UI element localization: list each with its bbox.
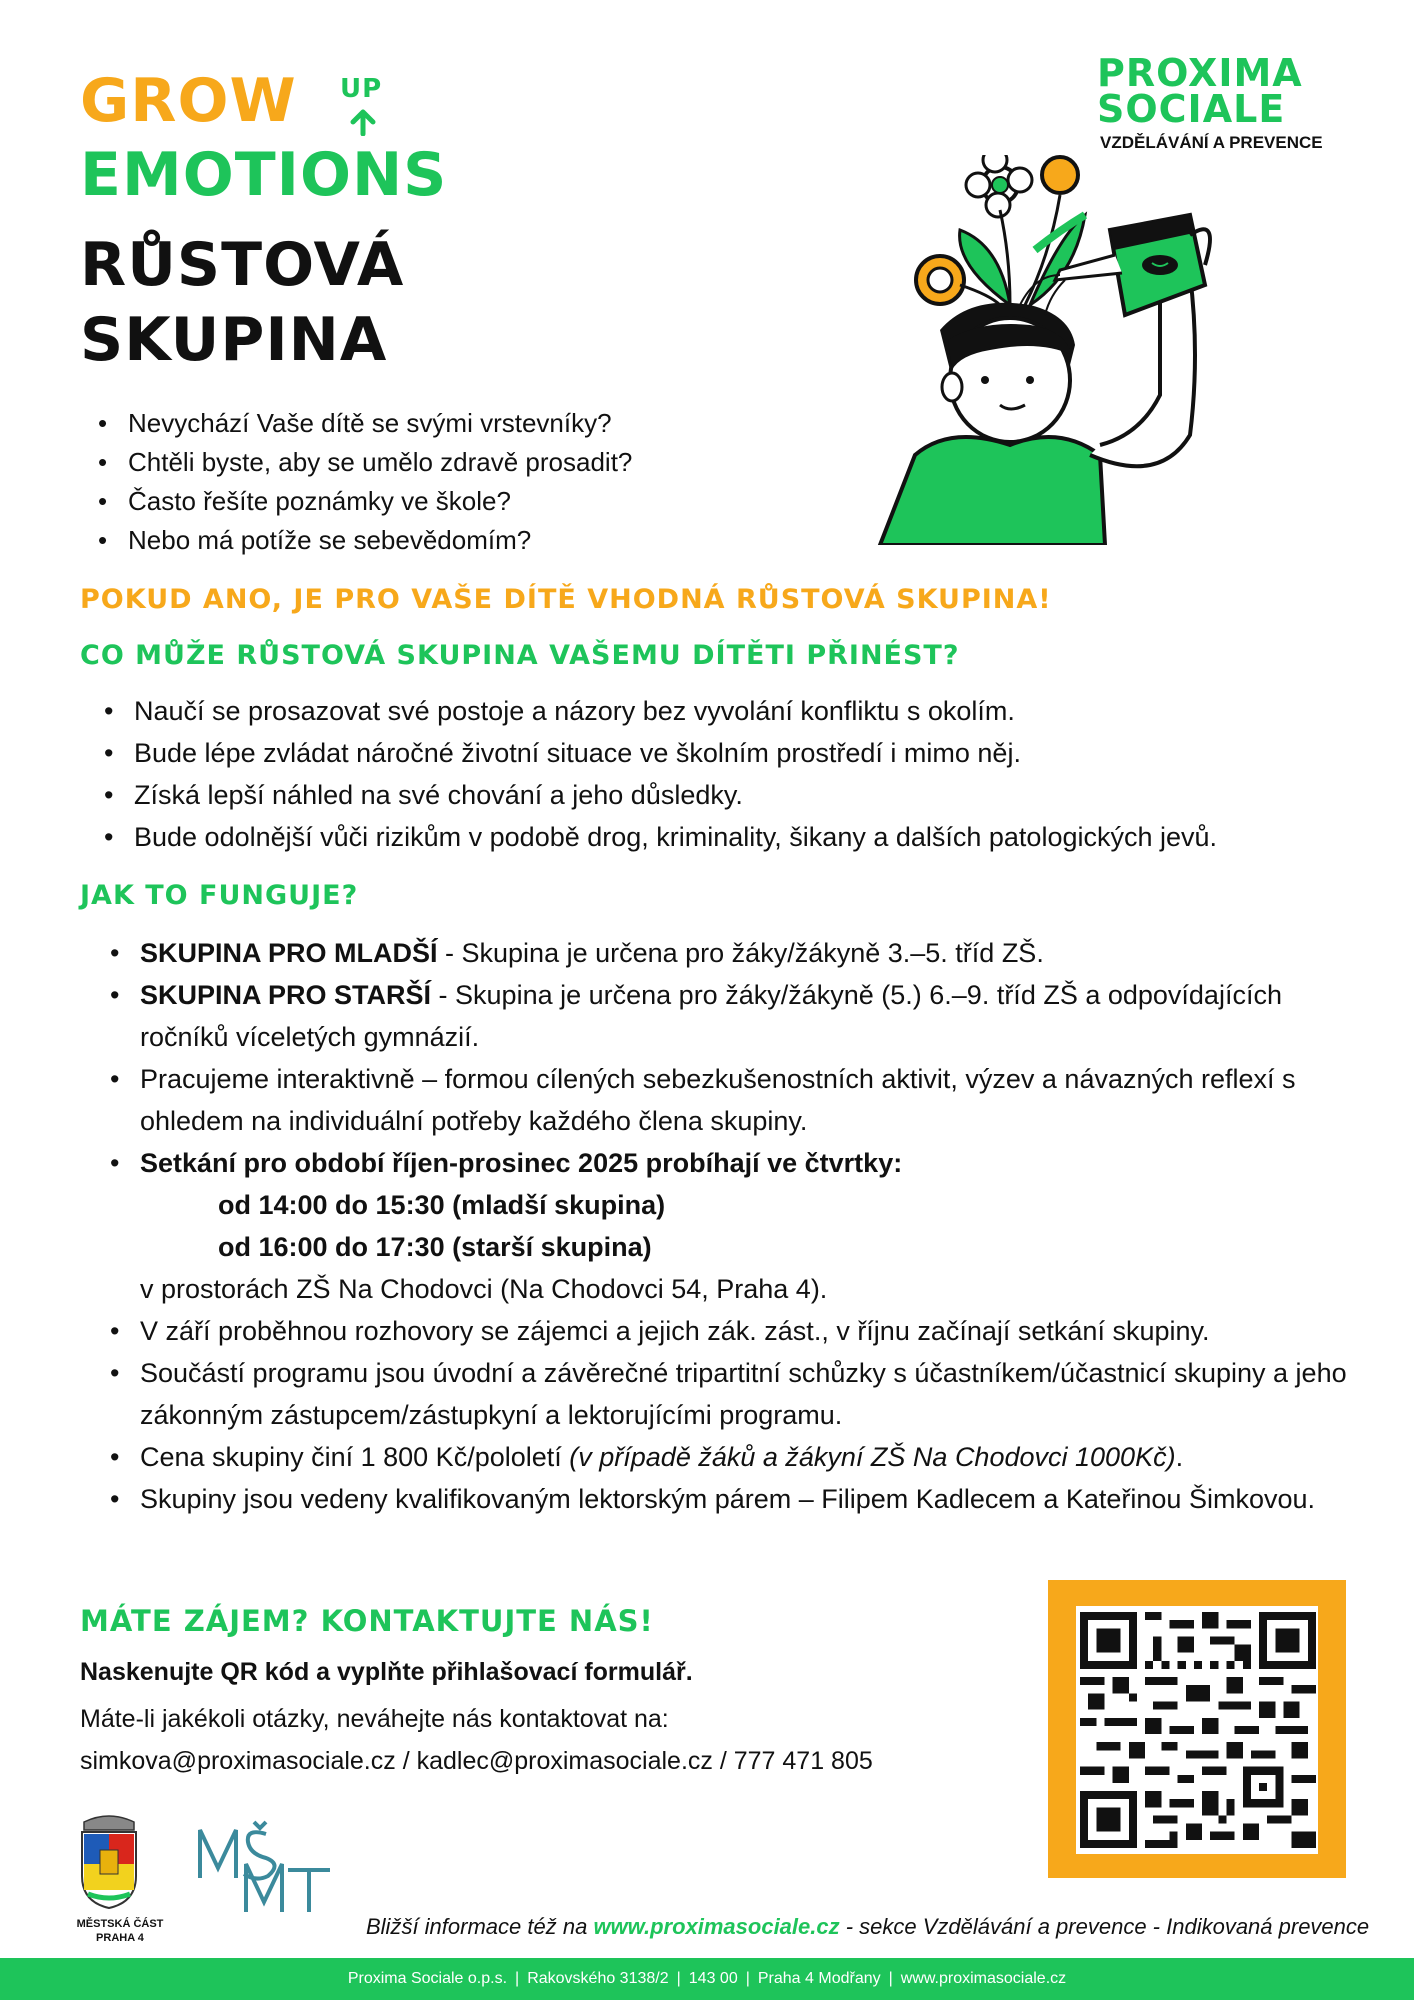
praha4-coat-of-arms-icon xyxy=(76,1810,142,1910)
headline-benefits: CO MŮŽE RŮSTOVÁ SKUPINA VAŠEMU DÍTĚTI PŘINÉST? xyxy=(80,640,960,671)
website-link[interactable]: www.proximasociale.cz xyxy=(593,1914,840,1939)
price-note: (v případě žáků a žákyní ZŠ Na Chodovci 1000Kč) xyxy=(569,1442,1176,1472)
district-label xyxy=(50,1917,190,1945)
list-item: • Často řešíte poznámky ve škole? xyxy=(128,482,632,521)
footer-separator: | xyxy=(745,1970,750,1987)
benefits-list xyxy=(134,690,1217,858)
emotions-title: EMOTIONS xyxy=(80,140,448,210)
list-item: • Bude odolnější vůči rizikům v podobě drog, kriminality, šikany a dalších patologických jevů. xyxy=(134,816,1217,858)
list-item-younger xyxy=(140,932,1360,974)
district-line1: MĚSTSKÁ ČÁST xyxy=(76,1918,164,1930)
footer-separator: | xyxy=(888,1970,893,1987)
footer-zip: 143 00 xyxy=(688,1970,738,1987)
question-list xyxy=(128,404,632,560)
more-info-line xyxy=(366,1914,1369,1940)
list-item-september: • V září proběhnou rozhovory se zájemci a jejich zák. zást., v říjnu začínají setkání skupiny. xyxy=(140,1310,1360,1352)
qr-code-icon[interactable] xyxy=(1080,1610,1316,1850)
younger-group-label: SKUPINA PRO MLADŠÍ xyxy=(140,938,438,968)
footer-org: Proxima Sociale o.p.s. xyxy=(347,1970,508,1987)
meetings-label: Setkání pro období říjen-prosinec 2025 probíhají ve čtvrtky: xyxy=(140,1148,903,1178)
list-item: • Získá lepší náhled na své chování a jeho důsledky. xyxy=(134,774,1217,816)
list-item: • Nebo má potíže se sebevědomím? xyxy=(128,521,632,560)
time-younger: od 14:00 do 15:30 (mladší skupina) xyxy=(218,1190,666,1220)
headline-yes: POKUD ANO, JE PRO VAŠE DÍTĚ VHODNÁ RŮSTOVÁ SKUPINA! xyxy=(80,584,1052,615)
headline-how: JAK TO FUNGUJE? xyxy=(80,880,359,911)
up-label: UP xyxy=(340,74,383,104)
footer-city: Praha 4 Modřany xyxy=(757,1970,881,1987)
logo-tagline: VZDĚLÁVÁNÍ A PREVENCE xyxy=(1100,133,1323,152)
district-line2: PRAHA 4 xyxy=(96,1932,144,1944)
scan-instruction: Naskenujte QR kód a vyplňte přihlašovací formulář. xyxy=(80,1658,693,1686)
how-it-works-list xyxy=(140,932,1360,1520)
time-older: od 16:00 do 17:30 (starší skupina) xyxy=(218,1232,652,1262)
msmt-logo-icon xyxy=(196,1818,336,1918)
list-item: • Bude lépe zvládat náročné životní situace ve školním prostředí i mimo něj. xyxy=(134,732,1217,774)
older-group-text: - Skupina je určena pro žáky/žákyně (5.) 6.–9. tříd ZŠ a odpovídajících ročníků víceletých gymnázií. xyxy=(140,980,1282,1052)
list-item: • Naučí se prosazovat své postoje a názory bez vyvolání konfliktu s okolím. xyxy=(134,690,1217,732)
list-item: • Nevychází Vaše dítě se svými vrstevníky? xyxy=(128,404,632,443)
older-group-label: SKUPINA PRO STARŠÍ xyxy=(140,980,432,1010)
logo-proxima: PROXIMA xyxy=(1097,51,1303,95)
price-end: . xyxy=(1175,1442,1184,1472)
list-item: • Chtěli byste, aby se umělo zdravě prosadit? xyxy=(128,443,632,482)
footer-separator: | xyxy=(515,1970,520,1987)
more-info-prefix: Bližší informace též na xyxy=(366,1914,594,1939)
list-item-tripartite: • Součástí programu jsou úvodní a závěrečné tripartitní schůzky s účastníkem/účastnicí skupiny a jeho zákonným zástupcem/zástupkyní a lektorujícími programu. xyxy=(140,1352,1360,1436)
list-item-older xyxy=(140,974,1360,1058)
footer-separator: | xyxy=(676,1970,681,1987)
list-item-interactive: • Pracujeme interaktivně – formou cílených sebezkušenostních aktivit, výzev a návazných reflexí s ohledem na individuální potřeby každého člena skupiny. xyxy=(140,1058,1360,1142)
grow-title: GROW xyxy=(80,66,297,136)
list-item-lecturers: • Skupiny jsou vedeny kvalifikovaným lektorským párem – Filipem Kadlecem a Kateřinou Šimkovou. xyxy=(140,1478,1360,1520)
logo-sociale: SOCIALE xyxy=(1097,87,1286,131)
up-arrow-icon xyxy=(350,108,376,136)
meeting-place: v prostorách ZŠ Na Chodovci (Na Chodovci 54, Praha 4). xyxy=(140,1274,828,1304)
contact-details[interactable]: simkova@proximasociale.cz / kadlec@proximasociale.cz / 777 471 805 xyxy=(80,1747,873,1775)
headline-contact: MÁTE ZÁJEM? KONTAKTUJTE NÁS! xyxy=(80,1604,654,1638)
footer-bar xyxy=(0,1958,1414,2000)
page-title-line1: RŮSTOVÁ xyxy=(80,230,405,300)
boy-watering-plants-illustration xyxy=(860,155,1240,545)
younger-group-text: - Skupina je určena pro žáky/žákyně 3.–5. tříd ZŠ. xyxy=(437,938,1044,968)
list-item-meetings xyxy=(140,1142,1360,1310)
list-item-price xyxy=(140,1436,1360,1478)
footer-street: Rakovského 3138/2 xyxy=(527,1970,669,1987)
contact-question: Máte-li jakékoli otázky, neváhejte nás kontaktovat na: xyxy=(80,1705,669,1733)
footer-web[interactable]: www.proximasociale.cz xyxy=(900,1970,1067,1987)
page-title-line2: SKUPINA xyxy=(80,305,388,375)
more-info-suffix: - sekce Vzdělávání a prevence - Indikovaná prevence xyxy=(839,1914,1370,1939)
price-text: Cena skupiny činí 1 800 Kč/pololetí xyxy=(140,1442,570,1472)
